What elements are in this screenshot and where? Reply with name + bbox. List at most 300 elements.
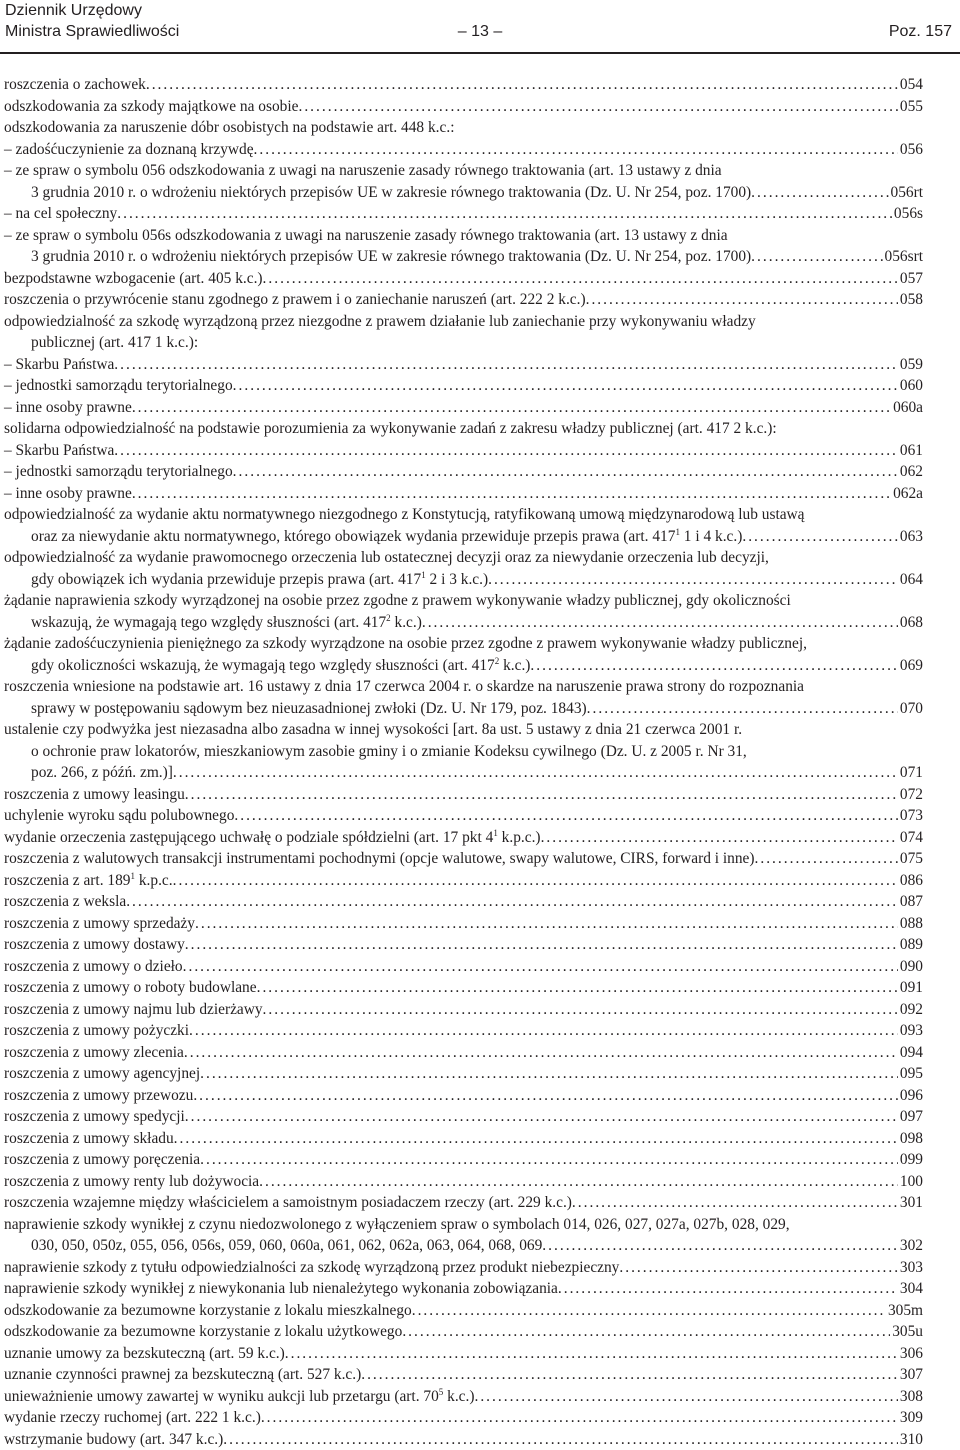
entry-code: 089 (898, 934, 923, 956)
entry-text (4, 1171, 259, 1193)
entry-label: roszczenia z umowy sprzedaży (4, 915, 195, 932)
index-entry (4, 1429, 923, 1450)
index-entry (4, 934, 923, 956)
dot-leader (146, 74, 898, 96)
dot-leader (751, 246, 882, 268)
entry-code: 059 (898, 354, 923, 376)
index-entry (4, 440, 923, 462)
index-entry (4, 676, 923, 698)
index-entry (4, 805, 923, 827)
entry-label: roszczenia z umowy zlecenia (4, 1044, 184, 1061)
entry-label: unieważnienie umowy zawartej w wyniku aukcji lub przetargu (art. 70 (4, 1388, 439, 1405)
entry-text (31, 246, 751, 268)
index-entry (4, 246, 923, 268)
index-entry (4, 526, 923, 548)
entry-text (4, 203, 117, 225)
dot-leader (412, 1300, 886, 1322)
entry-code: 098 (898, 1128, 923, 1150)
entry-text (4, 678, 804, 695)
index-entry (4, 633, 923, 655)
entry-label: odszkodowania za szkody majątkowe na osobie (4, 98, 298, 115)
entry-text (31, 526, 742, 548)
dot-leader (751, 182, 888, 204)
entry-text (31, 743, 747, 760)
entry-code: 094 (898, 1042, 923, 1064)
entry-label: – jednostki samorządu terytorialnego (4, 463, 233, 480)
entry-label: żądanie zadośćuczynienia pieniężnego za szkody wyrządzone na osobie przez zgodne z prawem wykonywanie władzy publicznej, (4, 635, 807, 652)
entry-label: solidarna odpowiedzialność na podstawie porozumienia za wykonywanie zadań z zakresu władzy publicznej (art. 417 2 k.c.): (4, 420, 777, 437)
index-entry (4, 612, 923, 634)
index-entry (4, 139, 923, 161)
entry-code: 099 (898, 1149, 923, 1171)
entry-code: 056 (898, 139, 923, 161)
entry-text (4, 1364, 361, 1386)
entry-text (4, 1020, 189, 1042)
entry-label: oraz za niewydanie aktu normatywnego, którego obowiązek wydania przewiduje przepis prawa (art. 417 (31, 528, 675, 545)
dot-leader (558, 1278, 898, 1300)
dot-leader (173, 870, 898, 892)
dot-leader (298, 96, 897, 118)
index-entry (4, 1278, 923, 1300)
header-rule (0, 52, 960, 54)
entry-text (4, 635, 807, 652)
dot-leader (233, 375, 898, 397)
entry-label: roszczenia z umowy leasingu (4, 786, 185, 803)
entry-superscript: 5 (439, 1387, 444, 1397)
index-entry (4, 1235, 923, 1257)
index-entry (4, 741, 923, 763)
entry-label: wydanie orzeczenia zastępującego uchwałę o podziale spółdzielni (art. 17 pkt 4 (4, 829, 493, 846)
dot-leader (193, 1085, 898, 1107)
entry-label: odpowiedzialność za wydanie prawomocnego orzeczenia lub ostatecznej decyzji oraz za niewydanie orzeczenia lub decyzji, (4, 549, 769, 566)
entry-code: 064 (898, 569, 923, 591)
dot-leader (132, 397, 891, 419)
index-entry (4, 827, 923, 849)
index-entry (4, 1149, 923, 1171)
index-entry (4, 977, 923, 999)
index-entry (4, 483, 923, 505)
entry-text (4, 913, 195, 935)
entry-label: roszczenia z umowy poręczenia (4, 1151, 200, 1168)
entry-label: odpowiedzialność za wydanie aktu normatywnego niezgodnego z Konstytucją, ratyfikowaną umową międzynarodową lub ustawą (4, 506, 805, 523)
entry-code: 074 (898, 827, 923, 849)
entry-text (4, 1386, 474, 1408)
entry-text (4, 96, 298, 118)
dot-leader (572, 1192, 898, 1214)
index-entry (4, 1257, 923, 1279)
index-entry (4, 1343, 923, 1365)
entry-label: – inne osoby prawne (4, 485, 132, 502)
entry-code: 310 (898, 1429, 923, 1450)
index-entry (4, 397, 923, 419)
dot-leader (200, 1149, 898, 1171)
entry-text (4, 74, 146, 96)
entry-label: gdy okoliczności wskazują, że wymagają tego względy słuszności (art. 417 (31, 657, 495, 674)
index-entry (4, 268, 923, 290)
entry-text (31, 698, 587, 720)
dot-leader (114, 440, 898, 462)
entry-label: poz. 266, z późń. zm.)] (31, 764, 173, 781)
dot-leader (185, 934, 898, 956)
index-entry (4, 590, 923, 612)
index-entry (4, 182, 923, 204)
entry-code: 307 (898, 1364, 923, 1386)
entry-text (4, 805, 234, 827)
dot-leader (586, 289, 898, 311)
entry-text (31, 1235, 542, 1257)
dot-leader (422, 612, 898, 634)
index-entry (4, 1407, 923, 1429)
entry-label: roszczenia z umowy dostawy (4, 936, 185, 953)
entry-text (4, 1429, 223, 1450)
dot-leader (189, 1020, 898, 1042)
dot-leader (200, 1063, 898, 1085)
entry-label: – Skarbu Państwa (4, 356, 114, 373)
entry-label: roszczenia z walutowych transakcji instrumentami pochodnymi (opcje walutowe, swapy walutowe, CIRS, forward i inne) (4, 850, 755, 867)
entry-label: roszczenia wniesione na podstawie art. 16 ustawy z dnia 17 czerwca 2004 r. o skardze na naruszenie prawa strony do rozpoznania (4, 678, 804, 695)
entry-code: 097 (898, 1106, 923, 1128)
entry-code: 063 (898, 526, 923, 548)
entry-text (4, 934, 185, 956)
entry-label: odszkodowanie za bezumowne korzystanie z lokalu użytkowego (4, 1323, 402, 1340)
entry-label: roszczenia z umowy najmu lub dzierżawy (4, 1001, 263, 1018)
entry-text (4, 375, 233, 397)
index-entry (4, 418, 923, 440)
entry-text (4, 1216, 790, 1233)
entry-label: żądanie naprawienia szkody wyrządzonej na osobie przez zgodne z prawem wykonywanie władzy publicznej, gdy okoliczności (4, 592, 791, 609)
entry-label: odszkodowania za naruszenie dóbr osobistych na podstawie art. 448 k.c.: (4, 119, 454, 136)
index-entry (4, 569, 923, 591)
dot-leader (183, 956, 898, 978)
entry-text (4, 1106, 185, 1128)
entry-text (4, 1300, 412, 1322)
index-entry (4, 913, 923, 935)
entry-label: 3 grudnia 2010 r. o wdrożeniu niektórych przepisów UE w zakresie równego traktowania (Dz. U. Nr 254, poz. 1700) (31, 248, 751, 265)
entry-label: roszczenia z umowy spedycji (4, 1108, 185, 1125)
index-entry (4, 956, 923, 978)
entry-code: 093 (898, 1020, 923, 1042)
entry-code: 088 (898, 913, 923, 935)
entry-text (31, 612, 422, 634)
index-entry (4, 891, 923, 913)
dot-leader (185, 784, 898, 806)
index-entry (4, 1128, 923, 1150)
index-entry (4, 1364, 923, 1386)
dot-leader (126, 891, 898, 913)
entry-label: roszczenia z umowy o roboty budowlane (4, 979, 257, 996)
entry-code: 054 (898, 74, 923, 96)
entry-code: 303 (898, 1257, 923, 1279)
entry-code: 091 (898, 977, 923, 999)
index-entry (4, 999, 923, 1021)
dot-leader (361, 1364, 898, 1386)
dot-leader (474, 1386, 897, 1408)
entry-text (4, 721, 742, 738)
entry-code: 075 (898, 848, 923, 870)
entry-code: 087 (898, 891, 923, 913)
entry-code: 060 (898, 375, 923, 397)
entry-label-tail: k.p.c.) (498, 829, 541, 846)
entry-code: 057 (898, 268, 923, 290)
index-entry (4, 354, 923, 376)
entry-label: wydanie rzeczy ruchomej (art. 222 1 k.c.) (4, 1409, 261, 1426)
dot-leader (742, 526, 898, 548)
entry-text (4, 1128, 174, 1150)
index-entry (4, 289, 923, 311)
index-entry (4, 698, 923, 720)
entry-label: sprawy w postępowaniu sądowym bez nieuzasadnionej zwłoki (Dz. U. Nr 179, poz. 1843) (31, 700, 587, 717)
entry-label: 030, 050, 050z, 055, 056, 056s, 059, 060, 060a, 061, 062, 062a, 063, 064, 068, 069 (31, 1237, 542, 1254)
entry-label: uznanie umowy za bezskuteczną (art. 59 k.c.) (4, 1345, 285, 1362)
dot-leader (132, 483, 891, 505)
entry-text (4, 1063, 200, 1085)
index-entry (4, 1300, 923, 1322)
entry-text (31, 655, 530, 677)
entry-text (4, 289, 586, 311)
entry-code: 305u (890, 1321, 923, 1343)
entry-label: wstrzymanie budowy (art. 347 k.c.) (4, 1431, 223, 1448)
dot-leader (223, 1429, 898, 1450)
entry-superscript: 2 (386, 613, 391, 623)
entry-label: wskazują, że wymagają tego względy słuszności (art. 417 (31, 614, 386, 631)
dot-leader (234, 805, 898, 827)
entry-text (4, 1085, 193, 1107)
entry-code: 092 (898, 999, 923, 1021)
entry-text (4, 848, 755, 870)
entry-label: naprawienie szkody wynikłej z czynu niedozwolonego z wyłączeniem spraw o symbolach 014, 026, 027, 027a, 027b, 028, 029, (4, 1216, 790, 1233)
entry-label: – Skarbu Państwa (4, 442, 114, 459)
entry-label: naprawienie szkody wynikłej z niewykonania lub nienależytego wykonania zobowiązania (4, 1280, 558, 1297)
index-entry (4, 225, 923, 247)
entry-text (4, 956, 183, 978)
entry-text (4, 827, 541, 849)
index-entry (4, 1192, 923, 1214)
dot-leader (263, 999, 898, 1021)
entry-code: 072 (898, 784, 923, 806)
index-list (4, 74, 923, 1450)
entry-label: roszczenia z umowy agencyjnej (4, 1065, 200, 1082)
index-entry (4, 203, 923, 225)
entry-code: 060a (891, 397, 923, 419)
entry-text (31, 762, 173, 784)
index-entry (4, 655, 923, 677)
entry-label: naprawienie szkody z tytułu odpowiedzialności za szkodę wyrządzoną przez produkt niebezpieczny (4, 1259, 619, 1276)
entry-superscript: 1 (130, 871, 135, 881)
entry-text (4, 420, 777, 437)
entry-text (4, 1278, 558, 1300)
entry-text (4, 227, 728, 244)
entry-label: odszkodowanie za bezumowne korzystanie z lokalu mieszkalnego (4, 1302, 412, 1319)
dot-leader (185, 1106, 898, 1128)
index-entry (4, 848, 923, 870)
index-entry (4, 1020, 923, 1042)
entry-code: 062 (898, 461, 923, 483)
entry-label: uchylenie wyroku sądu polubownego (4, 807, 234, 824)
entry-code: 070 (898, 698, 923, 720)
index-entry (4, 1063, 923, 1085)
dot-leader (755, 848, 898, 870)
index-entry (4, 784, 923, 806)
index-entry (4, 1321, 923, 1343)
entry-code: 068 (898, 612, 923, 634)
dot-leader (488, 569, 898, 591)
dot-leader (530, 655, 897, 677)
entry-label-tail: 1 i 4 k.c.) (680, 528, 742, 545)
entry-code: 095 (898, 1063, 923, 1085)
dot-leader (259, 1171, 898, 1193)
index-entry (4, 160, 923, 182)
index-entry (4, 870, 923, 892)
index-entry (4, 117, 923, 139)
entry-code: 086 (898, 870, 923, 892)
index-entry (4, 547, 923, 569)
entry-text (4, 440, 114, 462)
entry-code: 090 (898, 956, 923, 978)
dot-leader (263, 268, 898, 290)
entry-text (4, 1257, 619, 1279)
entry-text (4, 461, 233, 483)
entry-label: o ochronie praw lokatorów, mieszkaniowym zasobie gminy i o zmianie Kodeksu cywilnego (Dz. U. z 2005 r. Nr 31, (31, 743, 747, 760)
entry-text (4, 549, 769, 566)
index-entry (4, 96, 923, 118)
entry-label-tail: 2 i 3 k.c.) (426, 571, 488, 588)
entry-code: 055 (898, 96, 923, 118)
entry-code: 306 (898, 1343, 923, 1365)
entry-code: 071 (898, 762, 923, 784)
entry-label: – zadośćuczynienie za doznaną krzywdę (4, 141, 254, 158)
dot-leader (261, 1407, 898, 1429)
entry-label: 3 grudnia 2010 r. o wdrożeniu niektórych przepisów UE w zakresie równego traktowania (Dz. U. Nr 254, poz. 1700) (31, 184, 751, 201)
index-entry (4, 762, 923, 784)
entry-text (4, 999, 263, 1021)
entry-label: roszczenia z art. 189 (4, 872, 130, 889)
entry-text (4, 891, 126, 913)
index-entry (4, 719, 923, 741)
index-entry (4, 1171, 923, 1193)
entry-code: 100 (898, 1171, 923, 1193)
entry-label: publicznej (art. 417 1 k.c.): (31, 334, 198, 351)
dot-leader (285, 1343, 898, 1365)
entry-text (31, 182, 751, 204)
dot-leader (542, 1235, 898, 1257)
entry-code: 073 (898, 805, 923, 827)
index-entry (4, 375, 923, 397)
entry-code: 061 (898, 440, 923, 462)
entry-text (4, 870, 173, 892)
entry-label: bezpodstawne wzbogacenie (art. 405 k.c.) (4, 270, 263, 287)
entry-text (4, 119, 454, 136)
dot-leader (184, 1042, 898, 1064)
page-number: – 13 – (0, 21, 960, 42)
entry-text (31, 334, 198, 351)
entry-text (4, 1042, 184, 1064)
dot-leader (254, 139, 898, 161)
entry-label: roszczenia z umowy pożyczki (4, 1022, 189, 1039)
entry-label: uznanie czynności prawnej za bezskuteczną (art. 527 k.c.) (4, 1366, 361, 1383)
dot-leader (402, 1321, 890, 1343)
entry-label: – jednostki samorządu terytorialnego (4, 377, 233, 394)
entry-superscript: 1 (493, 828, 498, 838)
entry-code: 056s (892, 203, 923, 225)
entry-code: 305m (886, 1300, 923, 1322)
entry-label: ustalenie czy podwyżka jest niezasadna albo zasadna w innej wysokości [art. 8a ust. 5 ustawy z dnia 21 czerwca 2001 r. (4, 721, 742, 738)
entry-text (4, 1192, 572, 1214)
dot-leader (174, 1128, 898, 1150)
entry-text (4, 1343, 285, 1365)
entry-label-tail: k.p.c. (135, 872, 173, 889)
dot-leader (173, 762, 898, 784)
entry-label-tail: k.c.) (391, 614, 422, 631)
entry-label: roszczenia o przywrócenie stanu zgodnego z prawem i o zaniechanie naruszeń (art. 222 2 k.c.) (4, 291, 586, 308)
entry-label: roszczenia wzajemne między właścicielem a samoistnym posiadaczem rzeczy (art. 229 k.c.) (4, 1194, 572, 1211)
entry-text (4, 139, 254, 161)
entry-code: 308 (898, 1386, 923, 1408)
index-entry (4, 461, 923, 483)
dot-leader (195, 913, 898, 935)
index-entry (4, 1085, 923, 1107)
entry-text (4, 1321, 402, 1343)
journal-title-line2: Ministra Sprawiedliwości (5, 21, 179, 42)
journal-title-line1: Dziennik Urzędowy (5, 0, 179, 21)
entry-code: 304 (898, 1278, 923, 1300)
index-entry (4, 74, 923, 96)
index-entry (4, 1386, 923, 1408)
entry-text (4, 977, 257, 999)
entry-superscript: 1 (675, 527, 680, 537)
dot-leader (233, 461, 898, 483)
entry-label: roszczenia z umowy składu (4, 1130, 174, 1147)
index-entry (4, 1214, 923, 1236)
entry-text (4, 483, 132, 505)
dot-leader (619, 1257, 898, 1279)
entry-code: 096 (898, 1085, 923, 1107)
entry-label-tail: k.c.) (499, 657, 530, 674)
index-entry (4, 1106, 923, 1128)
index-entry (4, 1042, 923, 1064)
entry-label: – ze spraw o symbolu 056 odszkodowania z uwagi na naruszenie zasady równego traktowania (art. 13 ustawy z dnia (4, 162, 722, 179)
entry-label: – na cel społeczny (4, 205, 117, 222)
dot-leader (541, 827, 898, 849)
dot-leader (587, 698, 898, 720)
entry-code: 058 (898, 289, 923, 311)
entry-text (31, 569, 488, 591)
entry-text (4, 313, 756, 330)
dot-leader (257, 977, 898, 999)
index-entry (4, 332, 923, 354)
entry-text (4, 1149, 200, 1171)
entry-superscript: 1 (421, 570, 426, 580)
entry-superscript: 2 (495, 656, 500, 666)
entry-text (4, 268, 263, 290)
entry-code: 301 (898, 1192, 923, 1214)
entry-label-tail: k.c.) (443, 1388, 474, 1405)
entry-code: 069 (898, 655, 923, 677)
entry-label: gdy obowiązek ich wydania przewiduje przepis prawa (art. 417 (31, 571, 421, 588)
entry-label: roszczenia z umowy o dzieło (4, 958, 183, 975)
entry-code: 056srt (883, 246, 923, 268)
entry-text (4, 162, 722, 179)
entry-label: odpowiedzialność za szkodę wyrządzoną przez niezgodne z prawem działanie lub zaniechanie przy wykonywaniu władzy (4, 313, 756, 330)
entry-label: roszczenia o zachowek (4, 76, 146, 93)
dot-leader (114, 354, 898, 376)
position-number: Poz. 157 (889, 21, 952, 42)
page-header (0, 0, 960, 62)
entry-label: roszczenia z umowy przewozu (4, 1087, 193, 1104)
entry-text (4, 1407, 261, 1429)
entry-text (4, 506, 805, 523)
entry-label: roszczenia z umowy renty lub dożywocia (4, 1173, 259, 1190)
entry-text (4, 592, 791, 609)
